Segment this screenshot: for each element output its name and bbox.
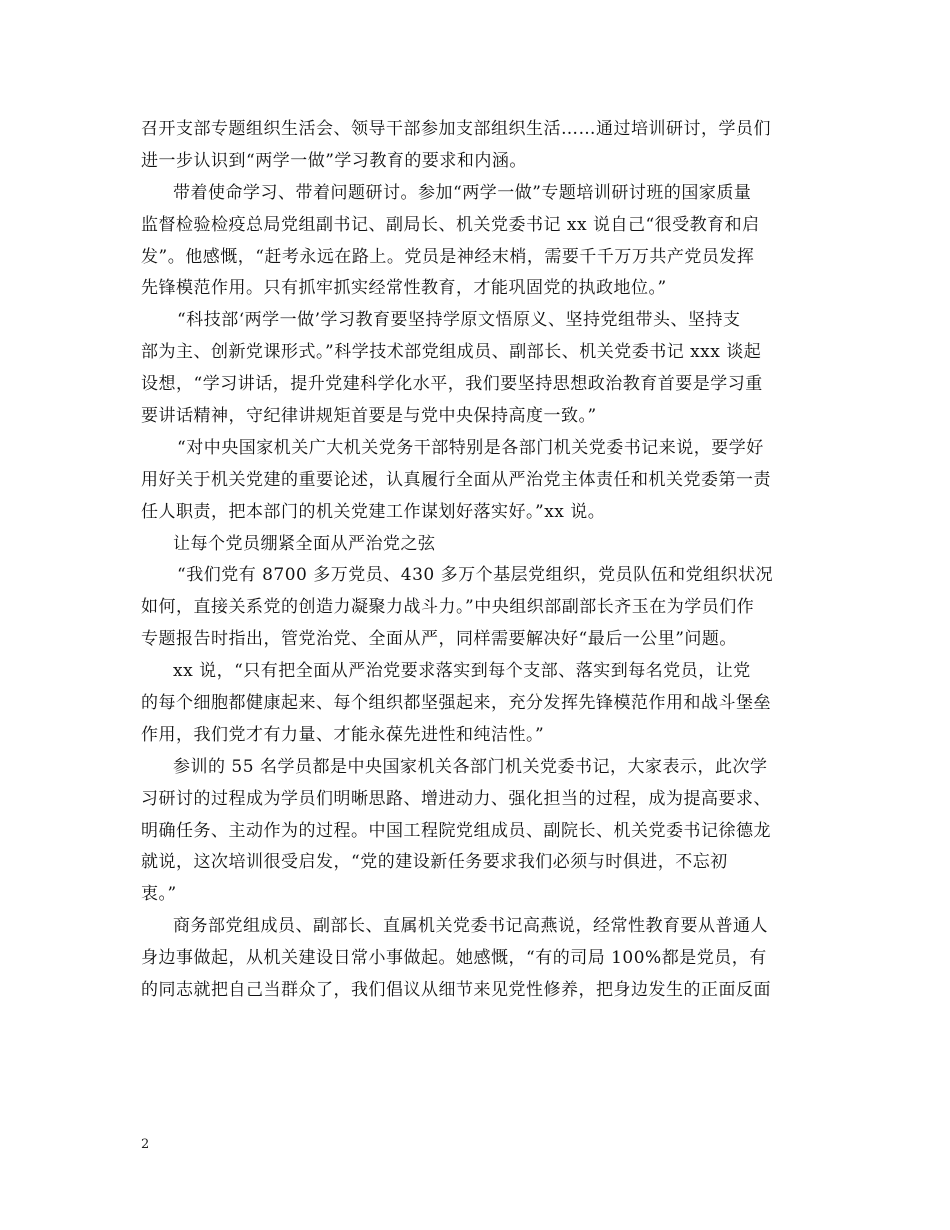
text-line: 让每个党员绷紧全面从严治党之弦 — [173, 533, 436, 554]
text-line: 专题报告时指出，管党治党、全面从严，同样需要解决好“最后一公里”问题。 — [141, 629, 737, 650]
page-number: 2 — [141, 1137, 150, 1152]
text-line: 的每个细胞都健康起来、每个组织都坚强起来，充分发挥先锋模范作用和战斗堡垒 — [141, 693, 771, 714]
document-body — [141, 114, 809, 1007]
text-line: “科技部‘两学一做’学习教育要坚持学原文悟原义、坚持党组带头、坚持支 — [177, 310, 741, 331]
text-line: 的同志就把自己当群众了，我们倡议从细节来见党性修养，把身边发生的正面反面 — [141, 980, 771, 1001]
text-line: “对中央国家机关广大机关党务干部特别是各部门机关党委书记来说，要学好 — [177, 437, 764, 458]
text-line: 身边事做起，从机关建设日常小事做起。她感慨，“有的司局 100%都是党员，有 — [141, 948, 767, 969]
text-line: 习研讨的过程成为学员们明晰思路、增进动力、强化担当的过程，成为提高要求、 — [141, 788, 771, 809]
text-line: 进一步认识到“两学一做”学习教育的要求和内涵。 — [141, 150, 527, 171]
text-line: xx 说，“只有把全面从严治党要求落实到每个支部、落实到每名党员，让党 — [173, 661, 751, 682]
text-line: 用好关于机关党建的重要论述，认真履行全面从严治党主体责任和机关党委第一责 — [141, 469, 771, 490]
text-line: 如何，直接关系党的创造力凝聚力战斗力。”中央组织部副部长齐玉在为学员们作 — [141, 597, 755, 618]
text-line: 衷。” — [141, 884, 177, 905]
text-line: 先锋模范作用。只有抓牢抓实经常性教育，才能巩固党的执政地位。” — [141, 278, 667, 299]
text-line: 明确任务、主动作为的过程。中国工程院党组成员、副院长、机关党委书记徐德龙 — [141, 820, 771, 841]
text-line: 发”。他感慨，“赶考永远在路上。党员是神经末梢，需要千千万万共产党员发挥 — [141, 246, 755, 267]
text-line: 任人职责，把本部门的机关党建工作谋划好落实好。”xx 说。 — [141, 501, 606, 522]
text-line: 带着使命学习、带着问题研讨。参加“两学一做”专题培训研讨班的国家质量 — [173, 182, 752, 203]
text-line: “我们党有 8700 多万党员、430 多万个基层党组织，党员队伍和党组织状况 — [177, 565, 774, 586]
text-line: 部为主、创新党课形式。”科学技术部党组成员、副部长、机关党委书记 xxx 谈起 — [141, 342, 762, 363]
text-line: 作用，我们党才有力量、才能永葆先进性和纯洁性。” — [141, 724, 545, 745]
text-line: 商务部党组成员、副部长、直属机关党委书记高燕说，经常性教育要从普通人 — [173, 916, 768, 937]
text-line: 要讲话精神，守纪律讲规矩首要是与党中央保持高度一致。” — [141, 406, 597, 427]
text-line: 监督检验检疫总局党组副书记、副局长、机关党委书记 xx 说自己“很受教育和启 — [141, 214, 760, 235]
text-line: 就说，这次培训很受启发，“党的建设新任务要求我们必须与时俱进，不忘初 — [141, 852, 728, 873]
text-line: 参训的 55 名学员都是中央国家机关各部门机关党委书记，大家表示，此次学 — [173, 756, 768, 777]
text-line: 设想，“学习讲话，提升党建科学化水平，我们要坚持思想政治教育首要是学习重 — [141, 374, 763, 395]
text-line: 召开支部专题组织生活会、领导干部参加支部组织生活……通过培训研讨，学员们 — [141, 119, 771, 139]
